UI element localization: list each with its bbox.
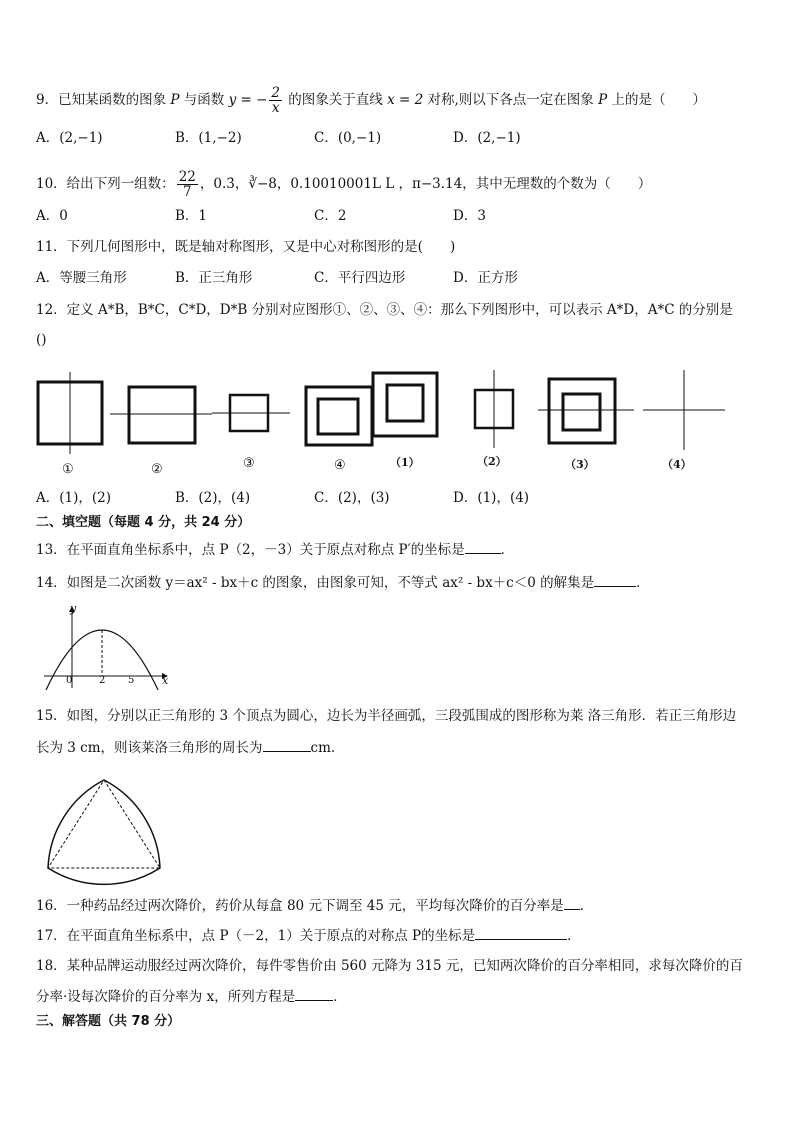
section-2-heading: 二、填空题（每题 4 分，共 24 分） (36, 515, 251, 530)
q12-option-d: D．(1)，(4) (453, 490, 530, 506)
q12-stem-line2: () (36, 332, 47, 348)
q14-axis-y-label: y (70, 602, 77, 615)
figure-label-1: ① (62, 462, 74, 477)
q9-stem: 9．已知某函数的图象 P 与函数 y = − $\frac{2}{x}$ 的图象关于直线 x = 2 对称,则以下各点一定在图象 P 上的是（ ） (36, 85, 706, 116)
figure-option-3 (538, 379, 634, 443)
q14-tick-5-label: 5 (128, 675, 135, 686)
q18-answer-blank[interactable] (295, 986, 333, 1001)
q9-option-c: C．(0,−1) (314, 130, 382, 146)
q15-reuleaux-triangle (40, 774, 180, 874)
figure-option-1 (373, 373, 437, 436)
q15-stem-line1: 15．如图，分别以正三角形的 3 个顶点为圆心，边长为半径画弧，三段弧围成的图形称为莱 洛三角形．若正三角形边 (36, 708, 737, 724)
q13-answer-blank[interactable] (465, 539, 501, 554)
figure-2 (110, 387, 212, 443)
q14-tick-2-label: 2 (99, 675, 106, 686)
section-3-heading: 三、解答题（共 78 分） (36, 1014, 181, 1029)
q17-answer-blank[interactable] (475, 925, 567, 940)
q17-stem: 17．在平面直角坐标系中，点 P（－2，1）关于原点的对称点 P的坐标是 ． (36, 925, 581, 946)
q9-fraction: $\frac{2}{x}$ (271, 85, 281, 116)
q10-option-c: C．2 (314, 208, 347, 224)
q18-stem-line2: 分率·设每次降价的百分率为 x，所列方程是 ． (36, 986, 347, 1007)
q12-stem-line1: 12．定义 A*B，B*C，C*D，D*B 分别对应图形①、②、③、④：那么下列图形中，可以表示 A*D，A*C 的分别是 (36, 302, 733, 318)
q11-stem: 11．下列几何图形中，既是轴对称图形，又是中心对称图形的是( ) (36, 239, 456, 255)
q11-option-c: C．平行四边形 (314, 270, 406, 286)
q14-origin-label: 0 (66, 675, 73, 686)
q15-stem-line2: 长为 3 cm，则该莱洛三角形的周长为 cm. (36, 737, 335, 758)
q18-stem-line1: 18．某种品牌运动服经过两次降价，每件零售价由 560 元降为 315 元，已知两次降价的百分率相同，求每次降价的百 (36, 958, 743, 974)
figure-1 (38, 372, 102, 454)
figure-label-4: ④ (334, 458, 346, 473)
figure-label-option-4: （4） (662, 458, 692, 471)
figure-label-option-3: （3） (565, 458, 595, 471)
q14-stem: 14．如图是二次函数 y＝ax² - bx＋c 的图象，由图象可知，不等式 ax² - bx＋c＜0 的解集是 ． (36, 572, 650, 593)
q9-option-a: A．(2,−1) (36, 130, 103, 146)
q9-option-b: B．(1,−2) (175, 130, 242, 146)
figure-4 (306, 387, 372, 445)
q10-option-d: D．3 (453, 208, 486, 224)
figure-label-2: ② (151, 462, 163, 477)
q11-option-a: A．等腰三角形 (36, 270, 127, 286)
q16-stem: 16．一种药品经过两次降价，药价从每盒 80 元下调至 45 元，平均每次降价的百分率是 ． (36, 895, 593, 916)
q10-fraction: $\frac{22}{7}$ (178, 169, 196, 200)
figure-label-3: ③ (243, 456, 255, 471)
q11-option-b: B．正三角形 (175, 270, 253, 286)
q14-parabola-graph (40, 604, 180, 694)
figure-option-2 (475, 370, 513, 448)
q12-option-b: B．(2)，(4) (175, 490, 251, 506)
q10-stem: 10．给出下列一组数： $\frac{22}{7}$ ，0.3̇，∛−8，0.10010001L L ，π−3.14，其中无理数的个数为（ ） (36, 169, 652, 200)
q12-option-c: C．(2)，(3) (314, 490, 390, 506)
q12-option-a: A．(1)，(2) (36, 490, 111, 506)
figure-option-4 (643, 370, 725, 450)
q13-stem: 13．在平面直角坐标系中，点 P（2，－3）关于原点对称点 P′的坐标是 ． (36, 539, 514, 560)
q10-option-a: A．0 (36, 208, 68, 224)
figure-label-option-1: （1） (390, 456, 420, 469)
q10-option-b: B．1 (175, 208, 208, 224)
q15-answer-blank[interactable] (263, 737, 311, 752)
figure-3 (212, 395, 290, 431)
q11-option-d: D．正方形 (453, 270, 518, 286)
q16-answer-blank[interactable] (564, 895, 580, 910)
q14-answer-blank[interactable] (594, 572, 636, 587)
figure-label-option-2: （2） (477, 455, 507, 468)
q14-axis-x-label: x (162, 674, 169, 687)
q9-option-d: D．(2,−1) (453, 130, 521, 146)
